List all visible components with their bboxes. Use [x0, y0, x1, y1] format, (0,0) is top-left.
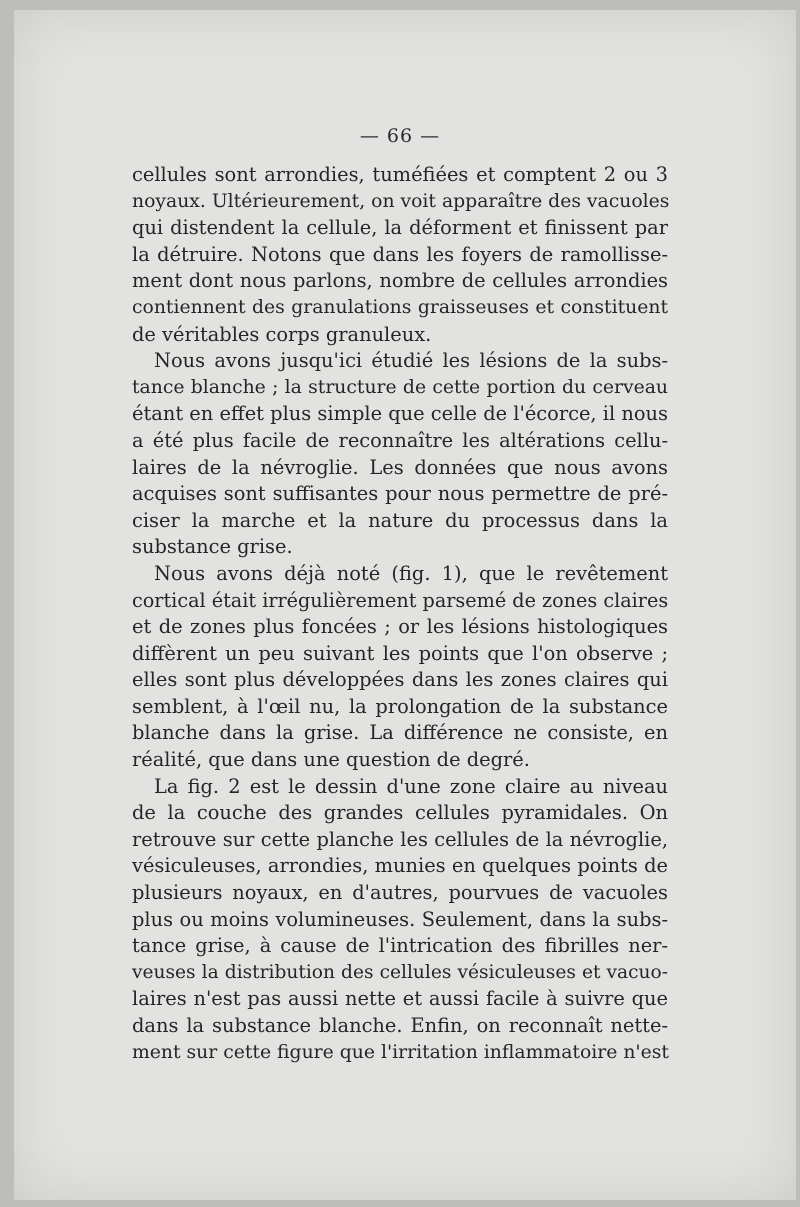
text-line: Nous avons jusqu'ici étudié les lésions de la subs-: [154, 349, 668, 373]
text-line: la détruire. Notons que dans les foyers de ramollisse-: [132, 242, 668, 266]
text-line: ciser la marche et la nature du processus dans la: [132, 508, 668, 532]
text-line: La fig. 2 est le dessin d'une zone claire au niveau: [154, 774, 668, 798]
text-line: cellules sont arrondies, tuméfiées et comptent 2 ou 3: [132, 163, 668, 186]
text-line: plus ou moins volumineuses. Seulement, dans la subs-: [132, 907, 668, 931]
text-line: retrouve sur cette planche les cellules de la névroglie,: [132, 827, 668, 851]
text-line: laires n'est pas aussi nette et aussi facile à suivre que: [132, 987, 668, 1011]
text-line: dans la substance blanche. Enfin, on reconnaît nette-: [132, 1014, 668, 1037]
text-line: acquises sont suffisantes pour nous permettre de pré-: [132, 482, 668, 506]
text-line: plusieurs noyaux, en d'autres, pourvues de vacuoles: [132, 881, 668, 905]
text-line: ment dont nous parlons, nombre de cellules arrondies: [132, 269, 668, 293]
text-line: contiennent des granulations graisseuses et constituent: [132, 296, 668, 318]
text-line: semblent, à l'œil nu, la prolongation de la substance: [132, 694, 668, 718]
text-line: a été plus facile de reconnaître les altérations cellu-: [132, 428, 668, 452]
text-line: qui distendent la cellule, la déforment et finissent par: [132, 216, 668, 240]
text-line: réalité, que dans une question de degré.: [132, 748, 530, 772]
page-number: — 66 —: [359, 125, 441, 147]
text-line: laires de la névroglie. Les données que nous avons: [132, 455, 668, 479]
text-line: diffèrent un peu suivant les points que l'on observe ;: [132, 641, 668, 665]
text-line: vésiculeuses, arrondies, munies en quelques points de: [132, 854, 668, 878]
text-line: veuses la distribution des cellules vésiculeuses et vacuo-: [132, 961, 668, 983]
text-line: de la couche des grandes cellules pyramidales. On: [132, 801, 668, 825]
text-line: elles sont plus développées dans les zones claires qui: [132, 668, 668, 692]
text-line: blanche dans la grise. La différence ne consiste, en: [132, 721, 668, 745]
text-line: ment sur cette figure que l'irritation inflammatoire n'est: [132, 1041, 669, 1063]
text-line: substance grise.: [132, 535, 293, 559]
text-line: noyaux. Ultérieurement, on voit apparaître des vacuoles: [132, 190, 670, 212]
text-line: tance blanche ; la structure de cette portion du cerveau: [132, 376, 668, 398]
text-line: Nous avons déjà noté (fig. 1), que le revêtement: [154, 561, 668, 585]
text-line: de véritables corps granuleux.: [132, 322, 432, 346]
text-line: et de zones plus foncées ; or les lésions histologiques: [132, 615, 668, 639]
text-line: étant en effet plus simple que celle de l'écorce, il nous: [132, 402, 668, 426]
text-line: tance grise, à cause de l'intrication des fibrilles ner-: [132, 934, 668, 958]
body-text: [132, 162, 668, 1066]
text-line: cortical était irrégulièrement parsemé de zones claires: [132, 588, 669, 612]
